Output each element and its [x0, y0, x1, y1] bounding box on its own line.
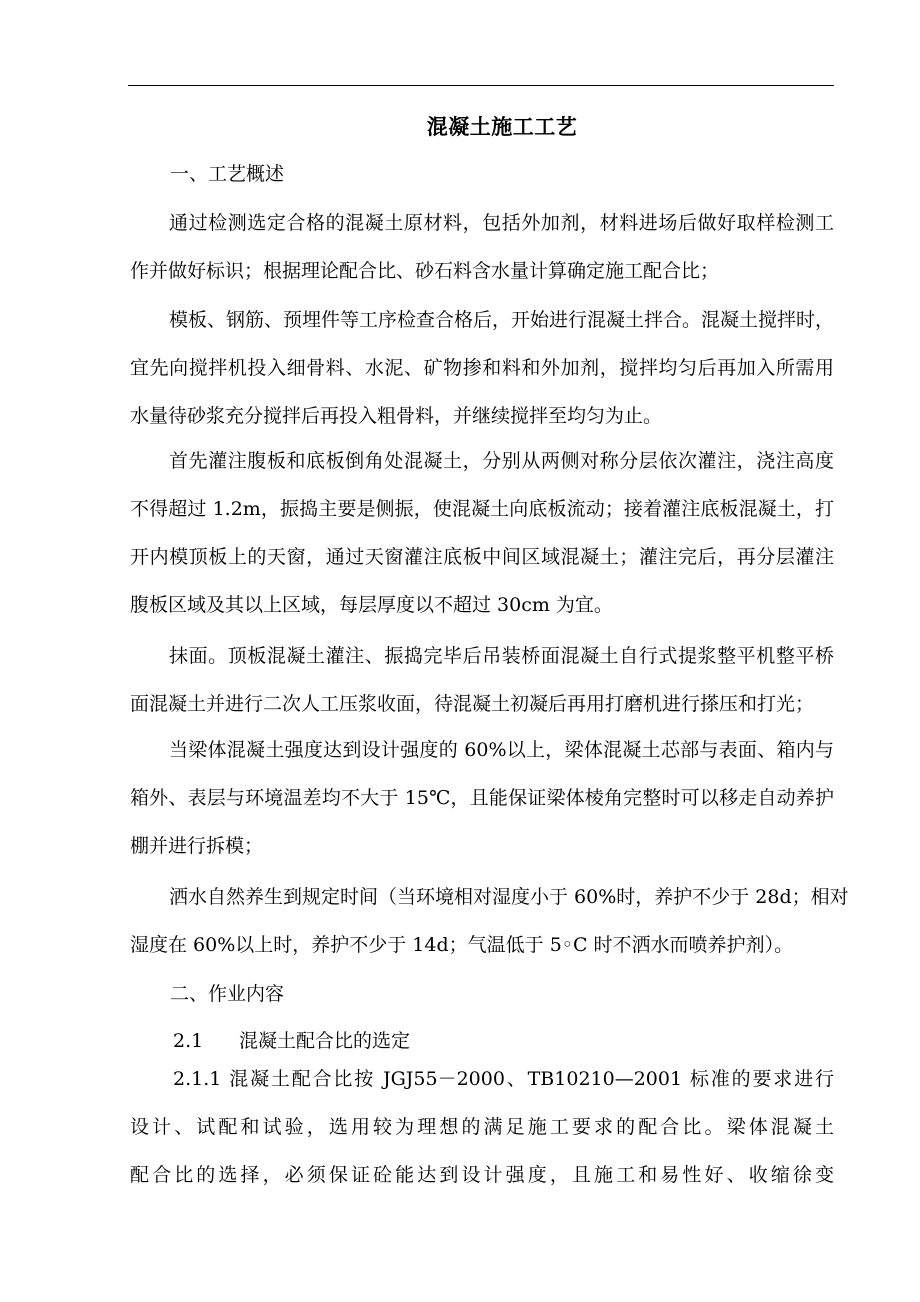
- paragraph-pouring: [130, 437, 834, 629]
- paragraph-line: 开内模顶板上的天窗，通过天窗灌注底板中间区域混凝土；灌注完后，再分层灌注: [130, 546, 834, 568]
- subsection-number: 2.1: [173, 1030, 204, 1052]
- paragraph-finishing: [130, 632, 834, 728]
- paragraph-line: 宜先向搅拌机投入细骨料、水泥、矿物掺和料和外加剂，搅拌均匀后再加入所需用: [130, 357, 834, 379]
- paragraph-curing: [130, 873, 849, 969]
- paragraph-line: 水量待砂浆充分搅拌后再投入粗骨料，并继续搅拌至均匀为止。: [130, 405, 663, 427]
- paragraph-line: 模板、钢筋、预埋件等工序检查合格后，开始进行混凝土拌合。混凝土搅拌时，: [169, 309, 835, 331]
- paragraph-line: 通过检测选定合格的混凝土原材料，包括外加剂，材料进场后做好取样检测工: [169, 212, 834, 234]
- paragraph-line: 抹面。顶板混凝土灌注、振捣完毕后吊装桥面混凝土自行式提浆整平机整平桥: [169, 645, 834, 667]
- paragraph-materials: [130, 199, 834, 295]
- subsection-heading-mix-ratio: [173, 1026, 410, 1056]
- paragraph-mix-design: [130, 1055, 834, 1199]
- paragraph-line: 设计、试配和试验，选用较为理想的满足施工要求的配合比。梁体混凝土: [130, 1116, 834, 1138]
- section-heading-work-content: 二、作业内容: [170, 983, 285, 1005]
- paragraph-line: 作并做好标识；根据理论配合比、砂石料含水量计算确定施工配合比；: [130, 260, 720, 282]
- paragraph-line: 棚并进行拆模；: [130, 835, 264, 857]
- paragraph-line: 湿度在 60%以上时，养护不少于 14d；气温低于 5◦C 时不洒水而喷养护剂）。: [130, 934, 794, 956]
- paragraph-line: 面混凝土并进行二次人工压浆收面，待混凝土初凝后再用打磨机进行搽压和打光；: [130, 693, 815, 715]
- section-heading-overview: 一、工艺概述: [170, 163, 285, 185]
- subsection-title: 混凝土配合比的选定: [239, 1030, 411, 1052]
- paragraph-line: 首先灌注腹板和底板倒角处混凝土，分别从两侧对称分层依次灌注，浇注高度: [169, 450, 834, 472]
- paragraph-line: 不得超过 1.2m，振捣主要是侧振，使混凝土向底板流动；接着灌注底板混凝土，打: [130, 498, 834, 520]
- document-title: 混凝土施工工艺: [426, 115, 578, 139]
- paragraph-mixing: [130, 296, 834, 440]
- paragraph-line: 箱外、表层与环境温差均不大于 15℃，且能保证梁体棱角完整时可以移走自动养护: [130, 787, 834, 809]
- paragraph-demolding: [130, 726, 834, 870]
- paragraph-line: 洒水自然养生到规定时间（当环境相对湿度小于 60%时，养护不少于 28d；相对: [169, 886, 849, 908]
- paragraph-line: 配合比的选择，必须保证砼能达到设计强度，且施工和易性好、收缩徐变: [130, 1164, 834, 1186]
- header-rule: [128, 85, 834, 86]
- paragraph-line: 当梁体混凝土强度达到设计强度的 60%以上，梁体混凝土芯部与表面、箱内与: [169, 739, 834, 761]
- paragraph-line: 2.1.1 混凝土配合比按 JGJ55－2000、TB10210—2001 标准的要求进行: [173, 1068, 834, 1090]
- paragraph-line: 腹板区域及其以上区域，每层厚度以不超过 30cm 为宜。: [130, 594, 613, 616]
